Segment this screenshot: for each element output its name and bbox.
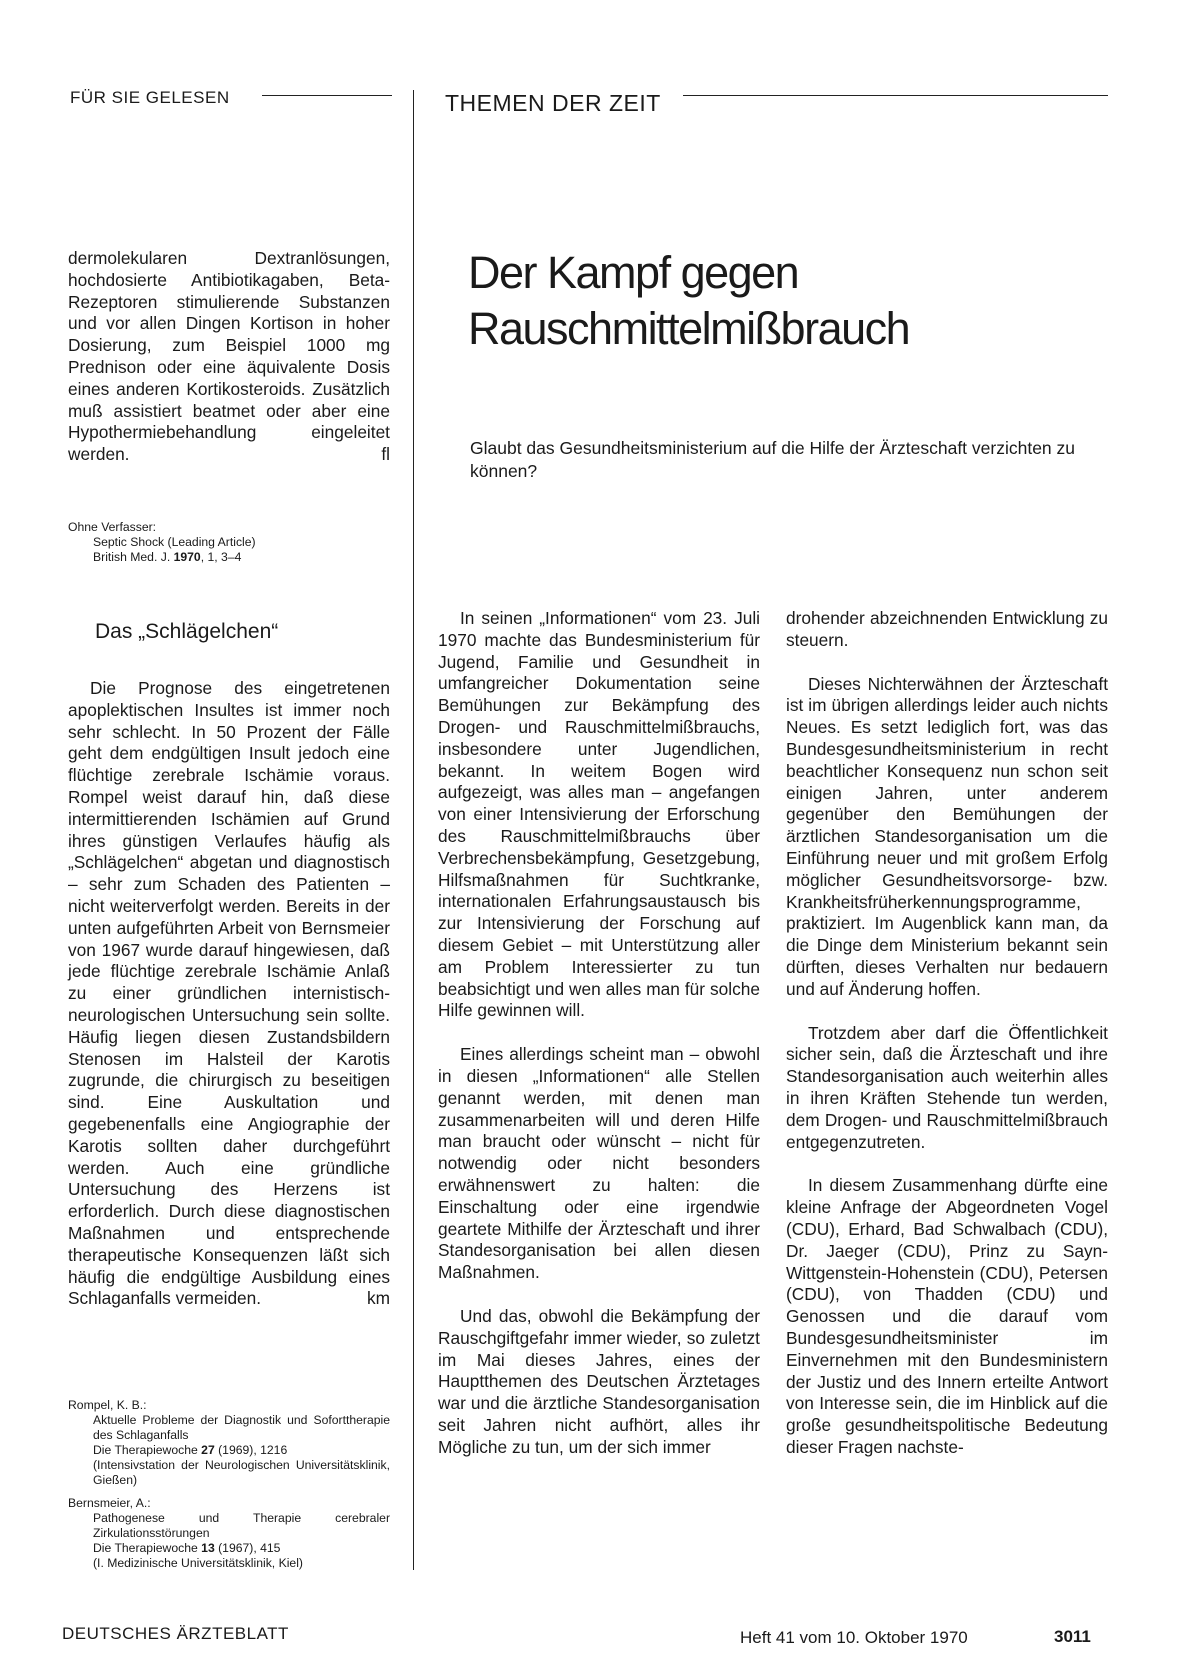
continuation-signature: fl: [381, 444, 390, 465]
column-divider: [413, 90, 414, 1570]
reference-pages: , 1, 3–4: [200, 550, 242, 564]
paragraph: In diesem Zusammenhang dürfte eine kleine Anfrage der Abgeordneten Vogel (CDU), Erhard, Bad Schwalbach (CDU), Dr. Jaeger (CDU), Prinz zu Sayn-Wittgenstein-Hohenstein (CDU), Petersen (CDU), von Thadden (CDU) und Genossen und die darauf vom Bundesgesundheitsminister im Einvernehmen mit den Bundesministern der Justiz und des Innern erteilte Antwort von Interesse sein, die im Hinblick auf die große gesundheitspolitische Bedeutung dieser Fragen nachste-: [786, 1175, 1108, 1457]
paragraph: Dieses Nichterwähnen der Ärzteschaft ist im übrigen allerdings leider auch nichts Neues. Es setzt lediglich fort, was das Bundesgesundheitsministerium in recht beachtlicher Konsequenz nun schon seit einigen Jahren, unter anderem gegenüber den Bemühungen der ärztlichen Standesorganisation um die Einführung neuer und mit großem Erfolg möglicher Gesundheitsvorsorge- bzw. Krankheitsfrüherkennungsprogramme, praktiziert. Im Augenblick kann man, da die Dinge dem Ministerium bekannt sein dürften, dieses Verhalten nur bedauern und auf Änderung hoffen.: [786, 673, 1108, 999]
section-label-fuer-sie-gelesen: FÜR SIE GELESEN: [70, 88, 230, 107]
issue-info: Heft 41 vom 10. Oktober 1970: [740, 1628, 968, 1647]
references-list: [68, 1398, 390, 1579]
paragraph: Eines allerdings scheint man – obwohl in diesen „Informationen“ alle Stellen genannt werden, mit denen man zusammenarbeiten will und deren Hilfe man braucht oder wünscht – nicht für notwendig oder nicht besonders erwähnenswert zu halten: die Einschaltung oder eine irgendwie geartete Mithilfe der Ärzteschaft und ihrer Standesorganisation bei allen diesen Maßnahmen.: [438, 1044, 760, 1283]
reference-title: Pathogenese und Therapie cerebraler Zirkulationsstörungen: [93, 1511, 390, 1540]
reference-institution: (Intensivstation der Neurologischen Universitätsklinik, Gießen): [93, 1458, 390, 1487]
reference-volume: 13: [201, 1541, 215, 1555]
reference-pages: (1967), 415: [214, 1541, 281, 1555]
section-label-themen-der-zeit: THEMEN DER ZEIT: [445, 90, 661, 116]
reference-journal: British Med. J.: [93, 550, 174, 564]
article-title-line2: Rauschmittelmißbrauch: [468, 303, 910, 354]
reference-author: Bernsmeier, A.:: [68, 1496, 151, 1510]
paragraph: drohender abzeichnenden Entwicklung zu steuern.: [786, 608, 1108, 650]
reference-volume: 27: [201, 1443, 215, 1457]
reference-author: Rompel, K. B.:: [68, 1398, 147, 1412]
reference-rompel: [68, 1398, 390, 1488]
reference-bernsmeier: [68, 1496, 390, 1571]
reference-journal: Die Therapiewoche: [93, 1443, 202, 1457]
article-title: [468, 245, 909, 357]
reference-year: 1970: [173, 550, 201, 564]
reference-author: Ohne Verfasser:: [68, 520, 157, 534]
paragraph: Trotzdem aber darf die Öffentlichkeit sicher sein, daß die Ärzteschaft und ihre Standesorganisation auch weiterhin alles in ihren Kräften Stehende tun werden, dem Drogen- und Rauschmittelmißbrauch entgegenzutreten.: [786, 1022, 1108, 1152]
article-subtitle: Glaubt das Gesundheitsministerium auf die Hilfe der Ärzteschaft verzichten zu können?: [470, 438, 1076, 481]
paragraph: Und das, obwohl die Bekämpfung der Rauschgiftgefahr immer wieder, so zuletzt im Mai dieses Jahres, eines der Hauptthemen des Deutschen Ärztetages war und die ärztliche Standesorganisation seit Jahren nicht aufhört, alles ihr Mögliche zu tun, um der sich immer: [438, 1305, 760, 1457]
page-number: 3011: [1054, 1627, 1091, 1646]
section-title-schlaegelchen: Das „Schlägelchen“: [95, 620, 279, 643]
article-title-line1: Der Kampf gegen: [468, 247, 799, 298]
article-signature: km: [366, 1288, 390, 1309]
reference-title: Aktuelle Probleme der Diagnostik und Soforttherapie des Schlaganfalls: [93, 1413, 390, 1442]
reference-institution: (I. Medizinische Universitätsklinik, Kiel): [93, 1556, 303, 1570]
left-column-continuation: [68, 248, 390, 466]
header-rule-right: [683, 95, 1108, 96]
reference-pages: (1969), 1216: [214, 1443, 288, 1457]
header-rule-left: [262, 95, 392, 96]
schlaegelchen-article: [68, 678, 390, 1310]
publication-name: DEUTSCHES ÄRZTEBLATT: [62, 1624, 289, 1643]
reference-title: Septic Shock (Leading Article): [93, 535, 256, 549]
paragraph: In seinen „Informationen“ vom 23. Juli 1970 machte das Bundesministerium für Jugend, Familie und Gesundheit in umfangreicher Dokumentation seine Bemühungen zur Bekämpfung des Drogen- und Rauschmittelmißbrauchs, insbesondere unter Jugendlichen, bekannt. In weitem Bogen wird aufgezeigt, was alles man – angefangen von einer Intensivierung der Erforschung des Rauschmittelmißbrauchs über Verbrechensbekämpfung, Gesetzgebung, Hilfsmaßnahmen für Suchtkranke, internationalen Erfahrungsaustausch bis zur Intensivierung der Forschung auf diesem Gebiet – mit Unterstützung aller am Problem Interessierter zu tun beabsichtigt und wen alles man für solche Hilfe gewinnen will.: [438, 608, 760, 1021]
article-column-middle: [438, 608, 760, 1458]
schlaegelchen-body: Die Prognose des eingetretenen apoplektischen Insultes ist immer noch sehr schlecht. In 50 Prozent der Fälle geht dem endgültigen Insult jedoch eine flüchtige zerebrale Ischämie voraus. Rompel weist darauf hin, daß diese intermittierenden Ischämien auf Grund ihres günstigen Verlaufes häufig als „Schlägelchen“ abgetan und diagnostisch – sehr zum Schaden des Patienten – nicht weiterverfolgt werden. Bereits in der unten aufgeführten Arbeit von Bernsmeier von 1967 wurde darauf hingewiesen, daß jede flüchtige zerebrale Ischämie Anlaß zu einer gründlichen internistisch-neurologischen Untersuchung sein sollte. Häufig liegen diesen Zustandsbildern Stenosen im Halsteil der Karotis zugrunde, die chirurgisch zu beseitigen sind. Eine Auskultation und gegebenenfalls eine Angiographie der Karotis sollten daher durchgeführt werden. Auch eine gründliche Untersuchung des Herzens ist erforderlich. Durch diese diagnostischen Maßnahmen und entsprechende therapeutische Konsequenzen läßt sich häufig die endgültige Ausbildung eines Schlaganfalls vermeiden.: [68, 678, 390, 1309]
reference-septic-shock: [68, 520, 390, 565]
reference-journal: Die Therapiewoche: [93, 1541, 202, 1555]
article-column-right: [786, 608, 1108, 1459]
continuation-text: dermolekularen Dextranlösungen, hochdosierte Antibiotikagaben, Beta-Rezeptoren stimulierende Substanzen und vor allen Dingen Kortison in hoher Dosierung, zum Beispiel 1000 mg Prednison oder eine äquivalente Dosis eines anderen Kortikosteroids. Zusätzlich muß assistiert beatmet oder aber eine Hypothermiebehandlung eingeleitet werden.: [68, 248, 390, 465]
